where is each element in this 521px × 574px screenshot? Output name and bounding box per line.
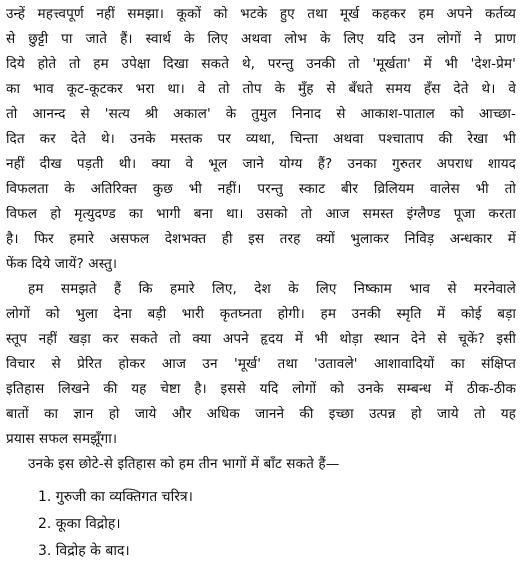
numbered-list: [38, 484, 498, 565]
text-line: हम समझते हैं कि हमारे लिए, देश के लिए निष्काम भाव से मरनेवाले: [28, 281, 516, 297]
text-line: दित कर देते थे। उनके मस्तक पर व्यथा, चिन्ता अथवा पश्चाताप की रेखा भी: [6, 131, 516, 147]
text-line: दिये होते तो हम उपेक्षा दिखा सकते थे, परन्तु उनकी तो 'मूर्खता' में भी 'देश-प्रेम': [6, 56, 516, 72]
text-line: से छुट्टी पा जाते हैं। स्वार्थ के लिए अथवा लोभ के लिए यदि उन लोगों ने प्राण: [6, 31, 516, 47]
list-item: 3. विद्रोह के बाद।: [38, 543, 130, 559]
text-line: है। फिर हमारे असफल देशभक्त ही इस तरह क्यों भुलाकर निविड़ अन्धकार में: [6, 231, 516, 247]
text-line: प्रयास सफल समझूँगा।: [6, 431, 118, 447]
list-item: 1. गुरुजी का व्यक्तिगत चरित्र।: [38, 489, 193, 505]
text-line: फेंक दिये जायें? अस्तु।: [6, 256, 118, 272]
text-line: इतिहास लिखने की यह चेष्टा है। इससे यदि लोगों को उनके सम्बन्ध में ठीक-ठीक: [6, 381, 516, 397]
text-line: तो आनन्द से 'सत्य श्री अकाल' के तुमुल निनाद से आकाश-पाताल को आच्छा-: [6, 106, 516, 122]
text-line: विफल हो मृत्युदण्ड का भागी बना था। उसको तो आज समस्त इंग्लैण्ड पूजा करता: [6, 206, 516, 222]
text-line: स्तूप नहीं खड़ा कर सकते तो क्या अपने हृदय में भी थोड़ा स्थान देने से चूकें? इसी: [6, 331, 516, 347]
text-line: विचार से प्रेरित होकर आज उन 'मूर्ख' तथा 'उतावले' आशावादियों का संक्षिप्त: [6, 356, 516, 372]
text-line: उनके इस छोटे-से इतिहास को हम तीन भागों में बाँट सकते हैं—: [28, 456, 340, 472]
body-text: [6, 2, 516, 477]
text-line: विफलता के अतिरिक्त कुछ भी नहीं। परन्तु स्काट बीर व्रिलियम वालेस भी तो: [6, 181, 516, 197]
text-line: उन्हें महत्त्वपूर्ण नहीं समझा। कूकों को भटके हुए तथा मूर्ख कहकर हम अपने कर्तव्य: [6, 6, 516, 22]
list-item: 2. कूका विद्रोह।: [38, 516, 121, 532]
text-line: नहीं दीख पड़ती थी। क्या वे भूल जाने योग्य हैं? उनका गुरुतर अपराध शायद: [6, 156, 516, 172]
text-line: बातों का ज्ञान हो जाये और अधिक जानने की इच्छा उत्पन्न हो जाये तो यह: [6, 406, 516, 422]
text-line: का भाव कूट-कूटकर भरा था। वे तो तोप के मुँह से बँधते समय हँस देते थे। वे: [6, 81, 516, 97]
text-line: लोगों को भुला देना बड़ी भारी कृतघ्नता होगी। हम उनकी स्मृति में कोई बड़ा: [6, 306, 516, 322]
